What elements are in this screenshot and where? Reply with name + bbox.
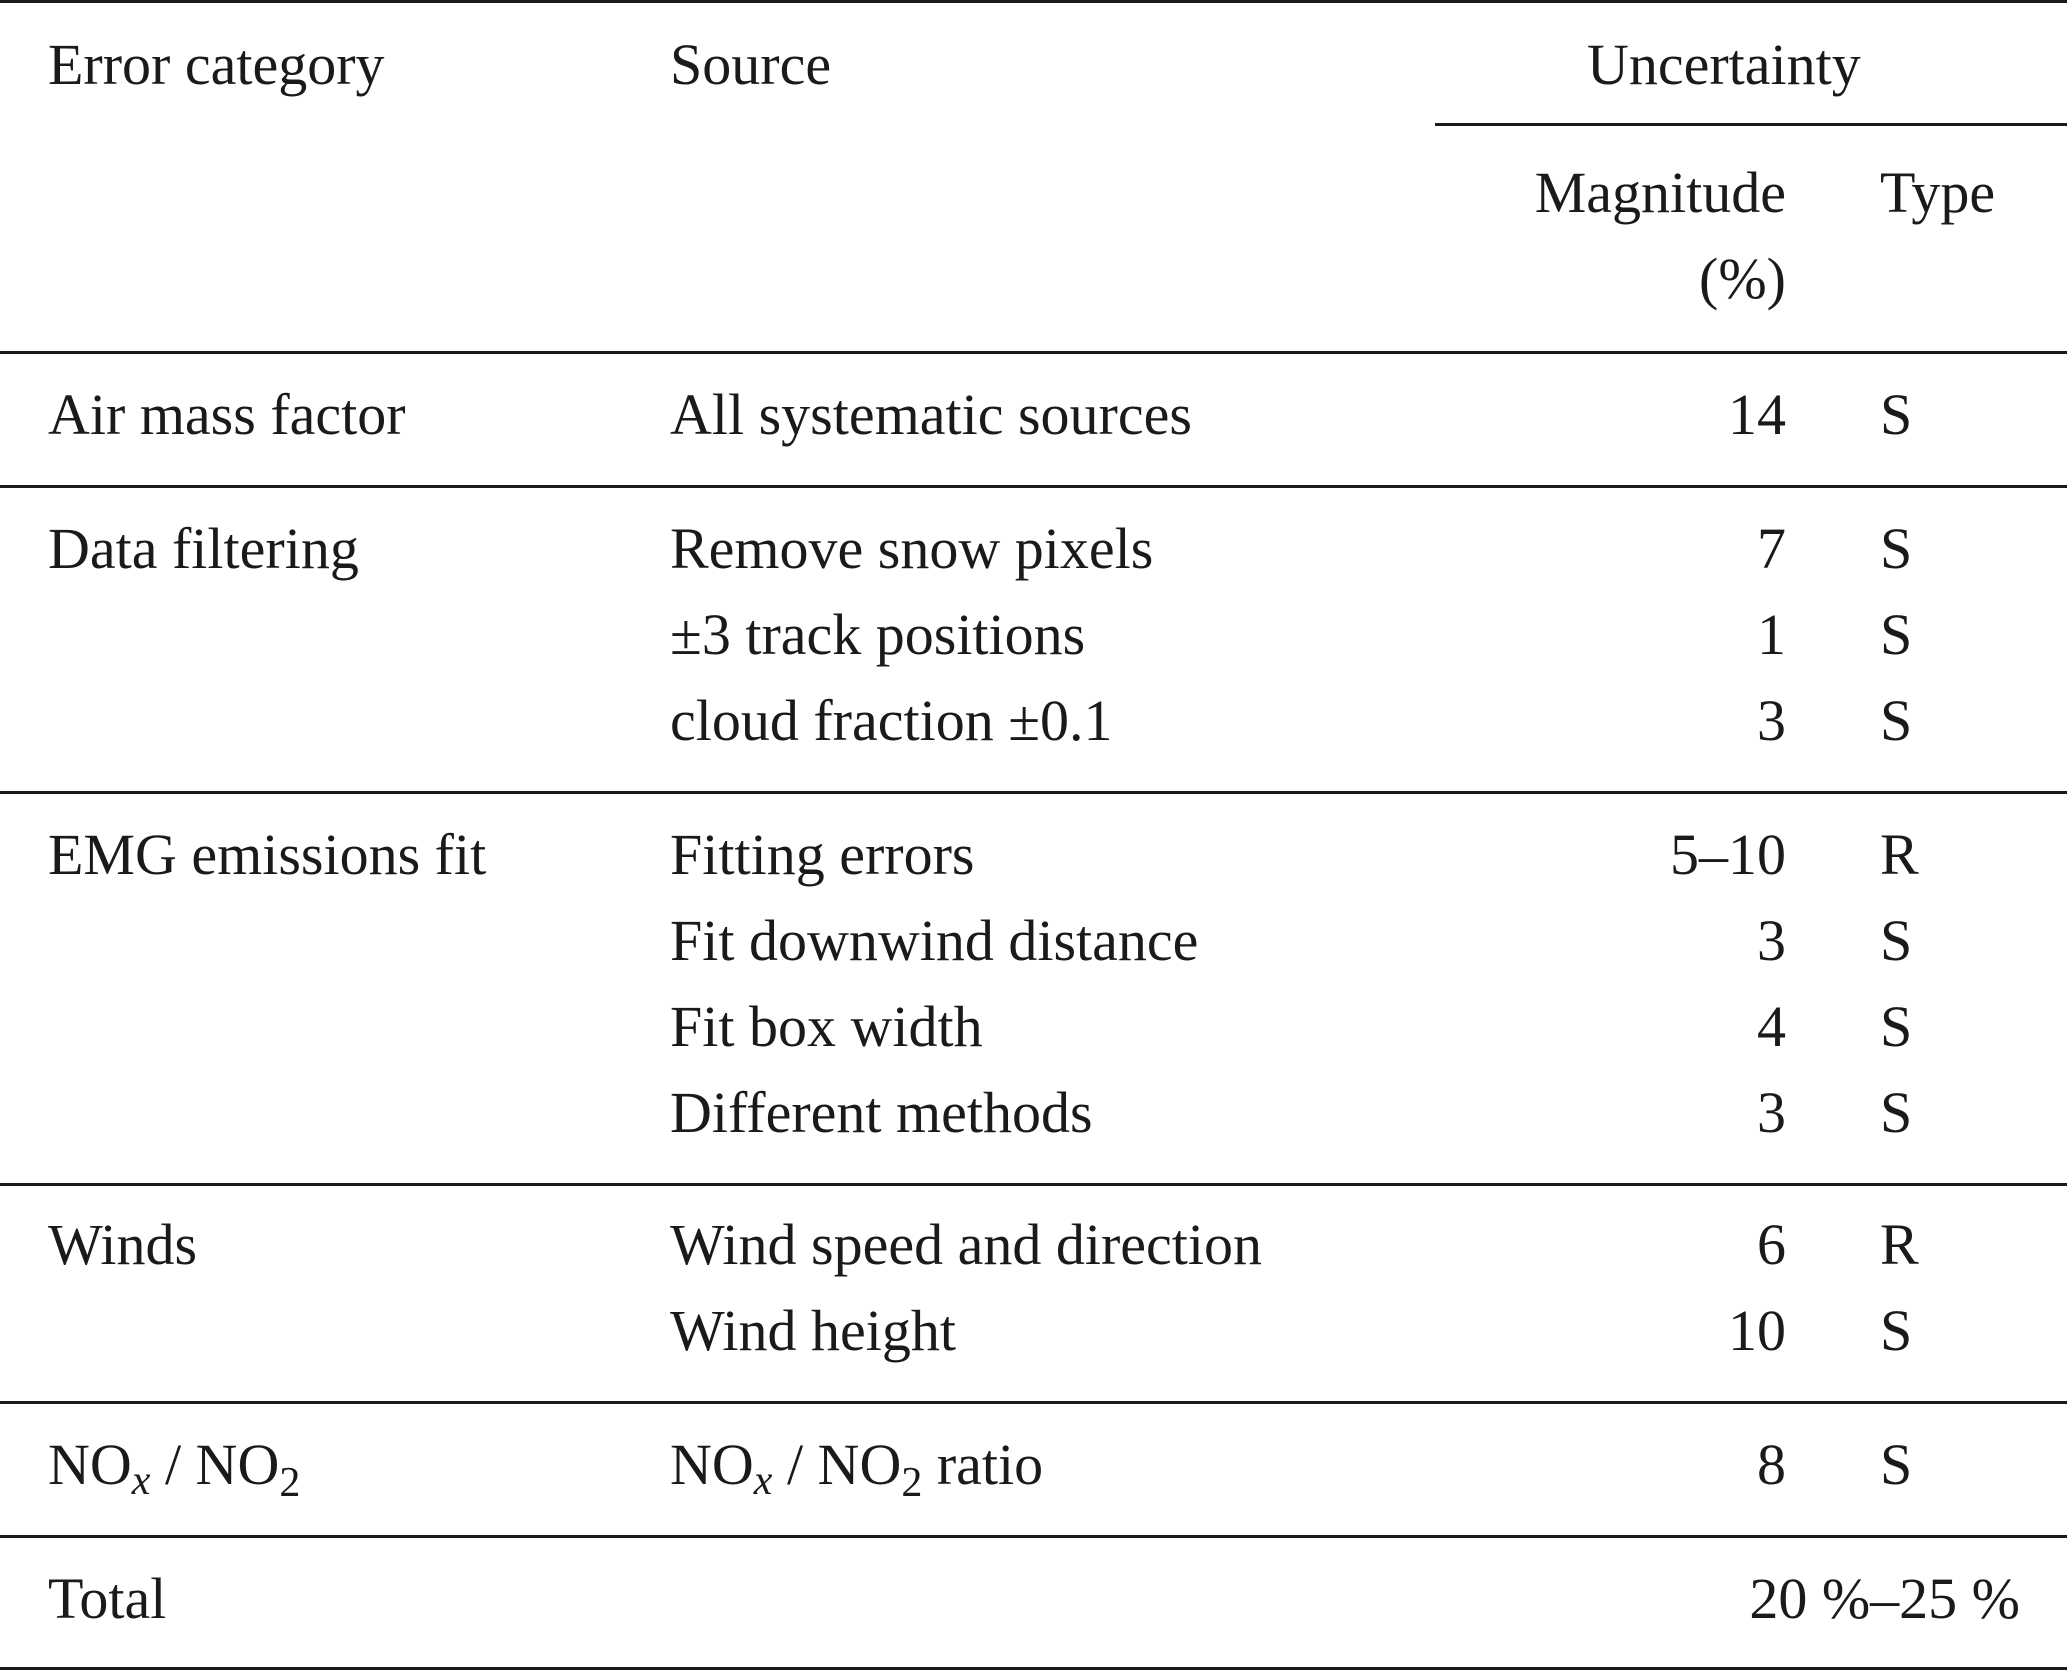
magnitude-cell: 4 [1757,994,1786,1059]
header-magnitude: Magnitude [1534,160,1786,225]
header-uncertainty: Uncertainty [1587,32,1861,97]
magnitude-cell: 3 [1757,1080,1786,1145]
magnitude-cell: 8 [1757,1432,1786,1497]
category-winds: Winds [48,1212,198,1277]
group-rule [0,791,2067,794]
type-cell: S [1880,382,1913,447]
magnitude-cell: 3 [1757,688,1786,753]
source-cell: NOx / $NO_2$ ratio [670,1432,1044,1506]
header-magnitude-unit: (%) [1699,246,1786,311]
header-type: Type [1880,160,1996,225]
header-rule [0,351,2067,354]
source-cell: Different methods [670,1080,1093,1145]
source-cell: Fit box width [670,994,983,1059]
total-value: 20 %–25 % [1749,1566,2020,1631]
uncertainty-cmidrule [1435,123,2067,126]
total-label: Total [48,1566,167,1631]
type-cell: R [1880,822,1919,887]
header-source: Source [670,32,832,97]
type-cell: S [1880,688,1913,753]
source-cell: Wind speed and direction [670,1212,1262,1277]
magnitude-cell: 7 [1757,516,1786,581]
group-rule [0,485,2067,488]
type-cell: S [1880,1432,1913,1497]
category-nox-no2: NOx / $NO_2$ [48,1432,301,1506]
magnitude-cell: 5–10 [1670,822,1786,887]
header-error-category: Error category [48,32,385,97]
type-cell: S [1880,1080,1913,1145]
bottom-rule [0,1667,2067,1670]
source-cell: cloud fraction ±0.1 [670,688,1113,753]
category-emg-emissions-fit: EMG emissions fit [48,822,487,887]
source-cell: Remove snow pixels [670,516,1154,581]
magnitude-cell: 3 [1757,908,1786,973]
source-cell: Wind height [670,1298,957,1363]
magnitude-cell: 14 [1728,382,1786,447]
category-air-mass-factor: Air mass factor [48,382,406,447]
source-cell: Fitting errors [670,822,975,887]
category-data-filtering: Data filtering [48,516,359,581]
group-rule [0,1535,2067,1538]
magnitude-cell: 1 [1757,602,1786,667]
type-cell: R [1880,1212,1919,1277]
type-cell: S [1880,516,1913,581]
source-cell: Fit downwind distance [670,908,1199,973]
source-cell: ±3 track positions [670,602,1086,667]
type-cell: S [1880,908,1913,973]
magnitude-cell: 10 [1728,1298,1786,1363]
type-cell: S [1880,1298,1913,1363]
group-rule [0,1183,2067,1186]
top-rule [0,0,2067,3]
group-rule [0,1401,2067,1404]
magnitude-cell: 6 [1757,1212,1786,1277]
type-cell: S [1880,994,1913,1059]
type-cell: S [1880,602,1913,667]
source-cell: All systematic sources [670,382,1192,447]
